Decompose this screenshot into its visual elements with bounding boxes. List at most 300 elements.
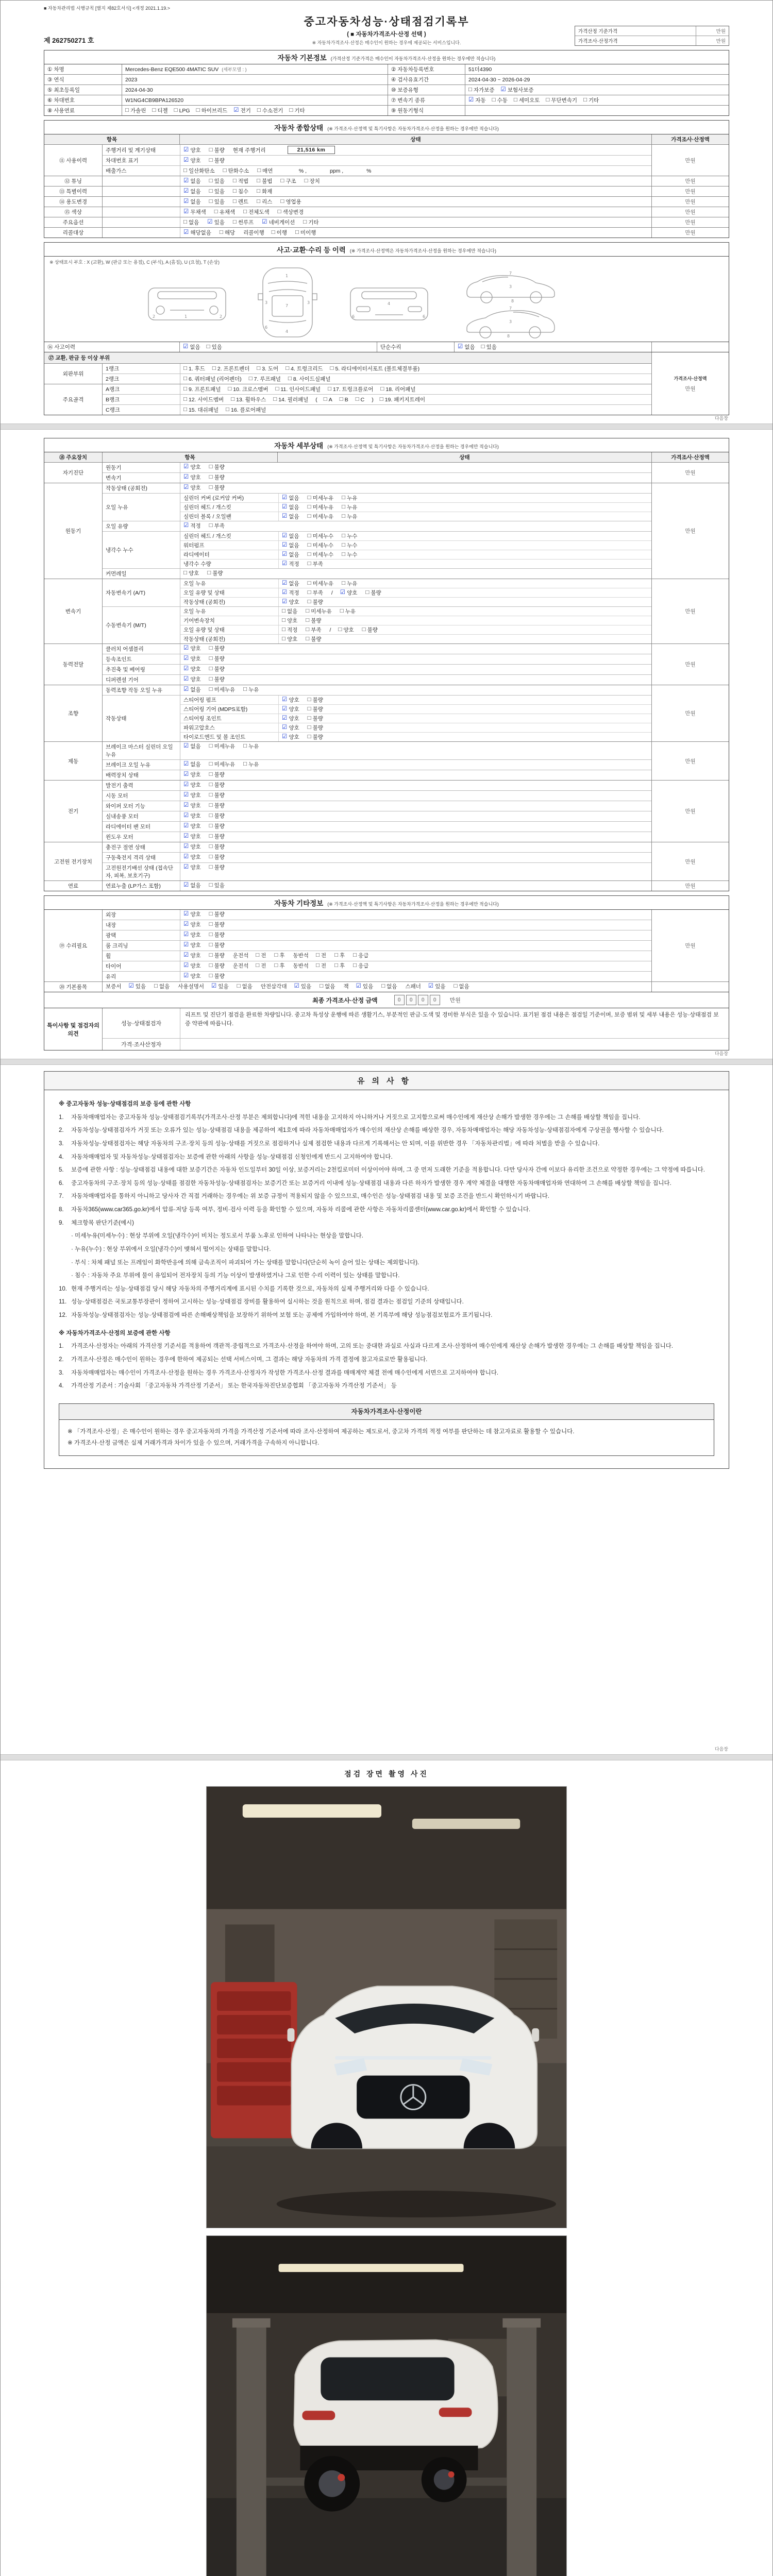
device-group-label: 조향 [68,710,79,717]
checkbox-option[interactable] [282,513,299,520]
checkbox-option[interactable] [183,931,201,939]
checkbox-label: 불량 [214,803,225,809]
checkbox-option[interactable] [380,396,425,403]
checkbox-option[interactable] [243,742,259,750]
checkbox-option[interactable] [308,705,323,713]
checkbox-option[interactable] [233,188,248,195]
checkbox-option[interactable] [257,365,278,372]
checkbox-label: 세미오토 [518,97,540,104]
checkbox-option[interactable] [183,569,199,577]
checkbox-option[interactable] [152,107,167,114]
checkbox-option[interactable] [468,86,495,94]
checkbox-option[interactable] [214,208,235,216]
checkbox-option[interactable] [257,188,272,195]
checkbox-option[interactable] [257,177,272,185]
checkbox-option[interactable] [308,494,334,502]
notice-item-text: 가격조사·산정자는 아래의 가격산정 기준서를 적용하여 객관적·중립적으로 가격조사·산정을 하여야 하며, 고의 또는 중대한 과실로 사실과 다르게 조사·산정하여 매수인에게 재산상 손해가 발생한 경우에는 그 손해를 배상할 책임을 집니다. [71,1343,674,1350]
checkbox-option[interactable] [183,167,215,175]
checkbox-option[interactable] [280,198,301,206]
checkbox-option[interactable] [340,589,358,597]
checkbox-label: 미세누유 [214,761,236,768]
detail-row [180,822,651,831]
checkbox-option[interactable] [342,551,357,558]
price-cell: 만원 [651,483,729,579]
condition-row [103,217,651,227]
checkbox-option[interactable] [183,760,201,768]
checkbox-option[interactable] [282,551,299,558]
checkbox-option[interactable] [356,396,365,403]
checkbox-option[interactable] [154,982,170,990]
section-overall-title: 자동차 종합상태 [274,124,324,132]
checkbox-option[interactable] [174,107,190,114]
checkbox-option[interactable] [305,177,320,185]
checkbox-option[interactable] [273,396,308,403]
checkbox-option[interactable] [209,665,225,673]
checkbox-option[interactable] [209,188,225,195]
checkbox-option[interactable] [237,982,253,990]
checkbox-option[interactable] [282,494,299,502]
condition-row [103,187,651,196]
checkbox-label: 기타 [308,219,319,226]
notice-item-number: 4. [59,1154,64,1160]
checkbox-option[interactable] [458,343,475,351]
checkbox-option[interactable] [330,365,420,372]
checkbox-option[interactable] [183,188,201,195]
checkbox-option[interactable] [183,962,201,970]
checkbox-option[interactable] [233,198,248,206]
checkbox-option[interactable] [308,598,323,606]
rank-items [180,374,651,384]
checkbox-option[interactable] [308,513,334,520]
item-label: 배력장치 상태 [106,772,139,778]
checkbox-label: 양호 [190,792,201,799]
checkbox-option[interactable] [282,560,299,568]
checkbox-option[interactable] [583,96,599,104]
checkbox-option[interactable] [289,107,305,114]
checkbox-option[interactable] [209,771,225,778]
checkbox-option[interactable] [183,365,205,372]
checkbox-option[interactable] [276,385,321,393]
checkbox-option[interactable] [282,598,299,606]
checkbox-option[interactable] [320,982,335,990]
checkbox-option[interactable] [295,229,316,236]
checkbox-option[interactable] [183,406,219,414]
checkbox-option[interactable] [282,733,299,741]
checkbox-option[interactable] [183,742,201,750]
checkbox-option[interactable] [183,396,224,403]
checkbox-option[interactable] [183,781,201,789]
checkbox-option[interactable] [209,822,225,830]
checkbox-option[interactable] [282,617,297,624]
checkbox-option[interactable] [209,972,225,980]
checkbox-option[interactable] [209,791,225,799]
checkbox-option[interactable] [257,107,283,114]
checkbox-option[interactable] [362,626,378,634]
checkbox-checked-icon [356,983,361,990]
checkbox-icon [183,386,187,393]
checkbox-option[interactable] [220,229,235,236]
checkbox-option[interactable] [274,952,284,959]
device-subgroup [103,842,651,852]
checkbox-option[interactable] [233,107,251,114]
checkbox-option[interactable] [243,686,259,693]
checkbox-icon [209,882,213,889]
checkbox-option[interactable] [340,607,356,615]
rank-label: 1랭크 [106,366,120,372]
checkbox-option[interactable] [183,208,206,216]
checkbox-option[interactable] [308,560,323,568]
checkbox-label: 양호 [190,963,201,969]
checkbox-checked-icon [294,983,299,990]
checkbox-option[interactable] [209,921,225,928]
notice-item-number [59,1258,71,1268]
checkbox-option[interactable] [285,365,323,372]
checkbox-option[interactable] [209,833,225,840]
checkbox-label: 1. 후드 [188,366,205,372]
checkbox-option[interactable] [233,177,248,185]
notice-section [59,1329,714,1391]
checkbox-option[interactable] [209,962,225,970]
checkbox-option[interactable] [207,569,223,577]
checkbox-option[interactable] [338,626,354,634]
device-subgroup [103,695,651,741]
status-text: 스패너 [405,984,421,990]
checkbox-option[interactable] [365,589,381,597]
checkbox-option[interactable] [209,157,225,164]
checkbox-option[interactable] [342,494,357,502]
device-subgroup [103,606,651,643]
checkbox-option[interactable] [342,580,357,587]
checkbox-option[interactable] [306,617,321,624]
other-row [180,961,651,970]
checkbox-option[interactable] [183,812,201,820]
checkbox-option[interactable] [257,167,273,175]
checkbox-icon [209,188,213,195]
checkbox-option[interactable] [282,541,299,549]
checkbox-option[interactable] [183,343,200,351]
checkbox-label: 불량 [214,942,225,948]
checkbox-option[interactable] [308,541,334,549]
checkbox-option[interactable] [183,910,201,918]
checkbox-option[interactable] [183,853,201,861]
checkbox-option[interactable] [308,589,323,597]
other-row [103,982,651,991]
checkbox-option[interactable] [231,396,266,403]
checkbox-option[interactable] [278,208,304,216]
checkbox-option[interactable] [282,589,299,597]
checkbox-label: 디젤 [157,108,168,114]
checkbox-option[interactable] [308,503,334,511]
status-cell [278,733,651,741]
checkbox-label: 양호 [190,803,201,809]
page-title: 중고자동차성능·상태점검기록부 [304,16,469,28]
checkbox-option[interactable] [209,675,225,683]
checkbox-option[interactable] [243,208,270,216]
checkbox-option[interactable] [183,655,201,663]
checkbox-option[interactable] [183,791,201,799]
checkbox-option[interactable] [183,972,201,980]
checkbox-option[interactable] [183,941,201,949]
status-cell [180,791,651,800]
checkbox-option[interactable] [183,375,242,383]
checkbox-label: 있음 [300,984,312,990]
checkbox-option[interactable] [212,365,249,372]
checkbox-option[interactable] [183,463,201,471]
checkbox-option[interactable] [183,645,201,652]
checkbox-option[interactable] [492,96,508,104]
checkbox-option[interactable] [209,686,236,693]
checkbox-label: 없음 [190,761,201,768]
checkbox-option[interactable] [209,931,225,939]
checkbox-option[interactable] [209,812,225,820]
checkbox-option[interactable] [209,177,225,185]
checkbox-option[interactable] [308,724,323,732]
checkbox-option[interactable] [209,760,236,768]
checkbox-option[interactable] [183,843,201,851]
checkbox-option[interactable] [183,882,201,889]
checkbox-option[interactable] [308,715,323,722]
notice-item-number [59,1271,71,1281]
status-text: 운전석 [232,963,249,969]
checkbox-option[interactable] [249,375,281,383]
checkbox-checked-icon [128,983,133,990]
checkbox-option[interactable] [128,982,146,990]
checkbox-option[interactable] [256,952,266,959]
checkbox-option[interactable] [233,218,254,226]
checkbox-option[interactable] [183,146,201,154]
checkbox-option[interactable] [183,157,201,164]
checkbox-option[interactable] [342,503,357,511]
checkbox-icon [209,645,213,652]
condition-group-label: ⑮ 색상 [64,209,82,215]
checkbox-option[interactable] [282,715,299,722]
checkbox-option[interactable] [353,962,368,970]
checkbox-option[interactable] [211,982,229,990]
checkbox-label: 불량 [312,697,323,703]
checkbox-label: 리스 [262,199,273,205]
inspector-label: 성능·상태점검자 [121,1021,162,1027]
notice-item-text: 보증에 관한 사항 : 성능·상태점검 내용에 대한 보증기간은 자동차 인도일부터 30일 이상, 보증거리는 2천킬로미터 이상이어야 하며, 그 중 먼저 도래한 기준을 적용합니다. 다만 당사자 간에 이보다 유리한 조건으로 약정한 경우에는 그 약정에 따릅니다. [71,1167,705,1174]
checkbox-option[interactable] [209,941,225,949]
item-label: 룸 크리닝 [106,943,128,949]
checkbox-option[interactable] [306,635,321,643]
checkbox-option[interactable] [183,522,201,530]
checkbox-option[interactable] [183,473,201,481]
checkbox-option[interactable] [228,385,268,393]
checkbox-option[interactable] [282,635,297,643]
checkbox-label: 후 [340,953,345,959]
checkbox-option[interactable] [334,962,345,970]
checkbox-option[interactable] [256,962,266,970]
checkbox-icon [183,570,187,577]
checkbox-option[interactable] [183,665,201,673]
checkbox-label: 자가보증 [473,87,495,93]
checkbox-option[interactable] [381,982,397,990]
condition-group [44,196,729,207]
item-label: 타이어 [106,963,122,970]
checkbox-option[interactable] [308,696,323,704]
checkbox-label: 없음 [190,883,201,889]
checkbox-label: 양호 [289,697,299,703]
checkbox-option[interactable] [209,853,225,861]
condition-group [44,207,729,217]
checkbox-option[interactable] [342,541,357,549]
status-text: 사용설명서 [178,984,205,990]
checkbox-option[interactable] [209,952,225,959]
checkbox-option[interactable] [316,952,326,959]
checkbox-option[interactable] [308,580,334,587]
checkbox-label: 양호 [190,911,201,918]
checkbox-option[interactable] [468,96,486,104]
checkbox-option[interactable] [280,177,296,185]
checkbox-option[interactable] [209,645,225,652]
checkbox-option[interactable] [209,198,225,206]
checkbox-option[interactable] [209,802,225,809]
checkbox-option[interactable] [209,863,225,871]
checkbox-option[interactable] [342,513,357,520]
checkbox-option[interactable] [209,484,225,492]
checkbox-label: 없음 [289,504,299,511]
section-accident-note: (※ 가격조사·산정액은 자동차가격조사·산정을 원하는 경우에만 적습니다) [349,248,497,253]
checkbox-option[interactable] [209,843,225,851]
checkbox-option[interactable] [125,107,146,114]
checkbox-label: 불량 [214,646,225,652]
checkbox-option[interactable] [282,607,297,615]
checkbox-option[interactable] [282,503,299,511]
checkbox-icon [274,962,278,969]
checkbox-option[interactable] [183,771,201,778]
checkbox-option[interactable] [324,396,332,403]
other-subgroup [103,930,651,940]
col-price: 가격조사·산정액 [651,452,729,462]
checkbox-option[interactable] [282,696,299,704]
checkbox-option[interactable] [303,218,318,226]
checkbox-option[interactable] [183,177,201,185]
final-price-unit: 만원 [449,997,461,1004]
checkbox-option[interactable] [183,218,199,226]
checkbox-checked-icon [282,504,287,511]
checkbox-option[interactable] [306,607,332,615]
checkbox-option[interactable] [183,802,201,809]
checkbox-option[interactable] [308,551,334,558]
checkbox-label: 양호 [190,973,201,979]
checkbox-option[interactable] [454,982,469,990]
checkbox-option[interactable] [342,532,357,540]
checkbox-option[interactable] [353,952,368,959]
checkbox-option[interactable] [183,484,201,492]
checkbox-option[interactable] [209,910,225,918]
checkbox-option[interactable] [514,96,540,104]
checkbox-option[interactable] [209,522,225,530]
checkbox-icon [308,513,311,520]
checkbox-option[interactable] [340,396,348,403]
rank-row [103,404,651,415]
checkbox-icon [278,209,281,215]
checkbox-option[interactable] [316,962,326,970]
rank-items [180,384,651,394]
checkbox-option[interactable] [356,982,374,990]
checkbox-option[interactable] [183,198,201,206]
checkbox-option[interactable] [501,86,534,94]
checkbox-label: 일산화탄소 [188,168,215,174]
status-cell [180,742,651,751]
checkbox-option[interactable] [282,532,299,540]
checkbox-option[interactable] [257,198,272,206]
checkbox-option[interactable] [183,229,211,236]
checkbox-option[interactable] [183,833,201,840]
photos-section-title: 점검 장면 촬영 사진 [344,1770,429,1778]
checkbox-option[interactable] [546,96,577,104]
condition-row-status [180,145,651,155]
device-group-label: 동력전달 [62,662,84,668]
checkbox-option[interactable] [209,781,225,789]
checkbox-option[interactable] [288,375,331,383]
checkbox-option[interactable] [183,385,221,393]
checkbox-option[interactable] [183,952,201,959]
checkbox-option[interactable] [209,655,225,663]
checkbox-label: 양호 [287,618,298,624]
checkbox-option[interactable] [308,733,323,741]
checkbox-option[interactable] [282,580,299,587]
checkbox-option[interactable] [334,952,345,959]
checkbox-option[interactable] [262,218,295,226]
checkbox-checked-icon [183,854,189,860]
device-subgroup [103,531,651,568]
checkbox-checked-icon [282,533,287,539]
checkbox-option[interactable] [223,167,249,175]
checkbox-option[interactable] [428,982,446,990]
checkbox-option[interactable] [481,343,497,351]
checkbox-option[interactable] [183,675,201,683]
checkbox-option[interactable] [226,406,266,414]
final-price-label: 최종 가격조사·산정 금액 [312,996,378,1004]
checkbox-option[interactable] [209,473,225,481]
checkbox-option[interactable] [274,962,284,970]
checkbox-option[interactable] [272,229,287,236]
checkbox-option[interactable] [306,626,321,634]
checkbox-option[interactable] [308,532,334,540]
checkbox-option[interactable] [207,218,225,226]
checkbox-option[interactable] [328,385,373,393]
checkbox-label: 누유 [347,495,358,501]
checkbox-option[interactable] [209,463,225,471]
checkbox-option[interactable] [196,107,228,114]
checkbox-option[interactable] [380,385,415,393]
checkbox-option[interactable] [209,146,225,154]
checkbox-option[interactable] [209,882,225,889]
notice-item [59,1126,714,1136]
remarks-row-inspector [103,1008,729,1038]
checkbox-option[interactable] [282,724,299,732]
checkbox-option[interactable] [207,343,222,351]
checkbox-option[interactable] [183,686,201,693]
basic-info-table [44,64,729,116]
checkbox-option[interactable] [282,705,299,713]
checkbox-label: 없음 [190,189,201,195]
checkbox-option[interactable] [183,921,201,928]
checkbox-option[interactable] [183,822,201,830]
checkbox-label: 불량 [214,158,225,164]
checkbox-option[interactable] [294,982,312,990]
checkbox-option[interactable] [243,760,259,768]
svg-text:2: 2 [153,314,156,319]
checkbox-option[interactable] [183,863,201,871]
checkbox-label: 양호 [190,485,201,491]
checkbox-option[interactable] [209,742,236,750]
checkbox-checked-icon [183,344,188,350]
checkbox-label: 양호 [190,953,201,959]
checkbox-option[interactable] [282,626,297,634]
